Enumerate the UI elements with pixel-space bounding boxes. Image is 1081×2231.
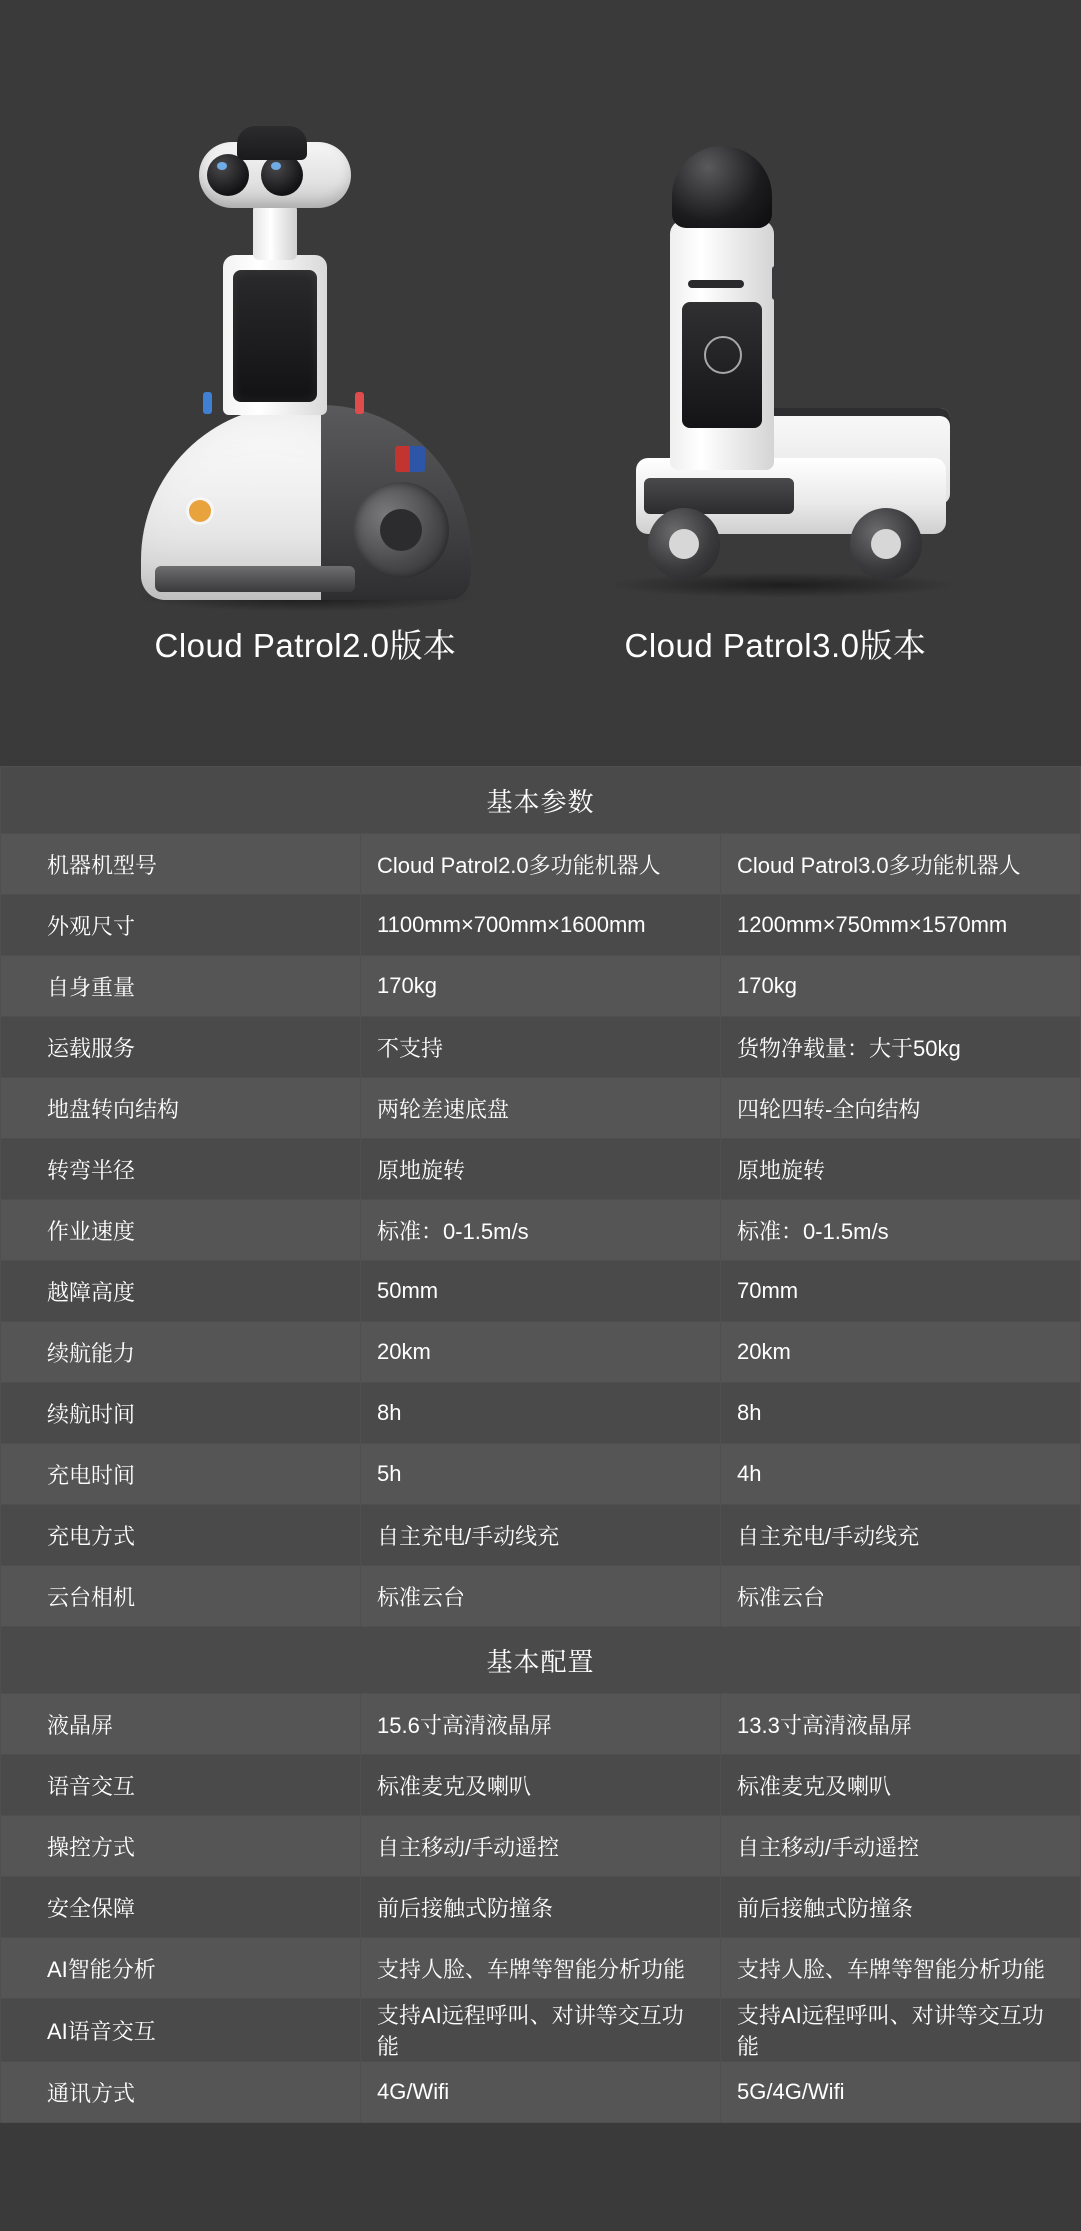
row-label: 自身重量 <box>1 956 361 1017</box>
robot-3-wheel-front <box>648 508 720 580</box>
row-value-v2: 支持人脸、车牌等智能分析功能 <box>361 1938 721 1999</box>
row-label: 续航时间 <box>1 1383 361 1444</box>
table-row <box>1 1017 1081 1078</box>
section-title-basic-parameters: 基本参数 <box>1 767 1081 834</box>
robot-3-illustration <box>541 40 1011 600</box>
row-value-v3: 标准：0-1.5m/s <box>721 1200 1081 1261</box>
row-label: 安全保障 <box>1 1877 361 1938</box>
row-label: 语音交互 <box>1 1755 361 1816</box>
section-header-basic-configuration <box>1 1627 1081 1694</box>
row-label: 通讯方式 <box>1 2062 361 2123</box>
table-row <box>1 1816 1081 1877</box>
robot-3-shadow <box>606 572 958 598</box>
table-row <box>1 1755 1081 1816</box>
robot-2-wheel <box>353 482 449 578</box>
row-value-v2: 支持AI远程呼叫、对讲等交互功能 <box>361 1999 721 2062</box>
row-value-v2: 8h <box>361 1383 721 1444</box>
robot-3-chassis-dark-panel <box>644 478 794 514</box>
row-label: 液晶屏 <box>1 1694 361 1755</box>
row-label: 转弯半径 <box>1 1139 361 1200</box>
row-value-v2: 两轮差速底盘 <box>361 1078 721 1139</box>
row-value-v2: 不支持 <box>361 1017 721 1078</box>
row-value-v3: 原地旋转 <box>721 1139 1081 1200</box>
row-value-v3: 自主充电/手动线充 <box>721 1505 1081 1566</box>
robot-2-display-screen <box>233 270 317 402</box>
row-value-v3: 5G/4G/Wifi <box>721 2062 1081 2123</box>
row-label: 操控方式 <box>1 1816 361 1877</box>
row-value-v3: 标准云台 <box>721 1566 1081 1627</box>
row-value-v3: 8h <box>721 1383 1081 1444</box>
caption-cloud-patrol-3: Cloud Patrol3.0版本 <box>624 627 927 664</box>
table-row <box>1 2062 1081 2123</box>
row-value-v3: 四轮四转-全向结构 <box>721 1078 1081 1139</box>
row-value-v3: 自主移动/手动遥控 <box>721 1816 1081 1877</box>
row-value-v2: 自主充电/手动线充 <box>361 1505 721 1566</box>
row-value-v3: 支持人脸、车牌等智能分析功能 <box>721 1938 1081 1999</box>
row-label: 外观尺寸 <box>1 895 361 956</box>
table-row <box>1 1999 1081 2062</box>
row-label: 越障高度 <box>1 1261 361 1322</box>
table-row <box>1 956 1081 1017</box>
row-value-v3: Cloud Patrol3.0多功能机器人 <box>721 834 1081 895</box>
row-value-v3: 1200mm×750mm×1570mm <box>721 895 1081 956</box>
caption-cloud-patrol-2: Cloud Patrol2.0版本 <box>154 627 457 664</box>
robot-2-color-accent <box>395 446 425 472</box>
table-row <box>1 1566 1081 1627</box>
robot-3-wheel-rear <box>850 508 922 580</box>
row-value-v2: 15.6寸高清液晶屏 <box>361 1694 721 1755</box>
row-label: AI智能分析 <box>1 1938 361 1999</box>
row-value-v3: 20km <box>721 1322 1081 1383</box>
row-label: 运载服务 <box>1 1017 361 1078</box>
robot-2-red-accent <box>355 392 364 414</box>
row-value-v3: 标准麦克及喇叭 <box>721 1755 1081 1816</box>
product-image-cloud-patrol-3 <box>541 40 1011 660</box>
robot-3-ptz-dome-camera-icon <box>672 146 772 228</box>
row-label: 地盘转向结构 <box>1 1078 361 1139</box>
table-row <box>1 1938 1081 1999</box>
row-value-v2: Cloud Patrol2.0多功能机器人 <box>361 834 721 895</box>
hero-section <box>0 0 1081 766</box>
row-value-v2: 5h <box>361 1444 721 1505</box>
row-value-v2: 前后接触式防撞条 <box>361 1877 721 1938</box>
section-header-basic-parameters <box>1 767 1081 834</box>
robot-2-blue-accent <box>203 392 212 414</box>
table-row <box>1 1261 1081 1322</box>
table-row <box>1 1139 1081 1200</box>
row-label: 云台相机 <box>1 1566 361 1627</box>
row-value-v3: 4h <box>721 1444 1081 1505</box>
robot-2-mast <box>253 204 297 260</box>
table-row <box>1 895 1081 956</box>
robot-2-camera-left-icon <box>207 154 249 196</box>
row-value-v3: 前后接触式防撞条 <box>721 1877 1081 1938</box>
row-value-v2: 4G/Wifi <box>361 2062 721 2123</box>
robot-3-brand-logo-icon <box>704 336 742 374</box>
row-label: 作业速度 <box>1 1200 361 1261</box>
row-value-v2: 标准麦克及喇叭 <box>361 1755 721 1816</box>
table-row <box>1 1505 1081 1566</box>
robot-2-brand-logo-icon <box>189 500 211 522</box>
row-value-v2: 1100mm×700mm×1600mm <box>361 895 721 956</box>
row-value-v3: 70mm <box>721 1261 1081 1322</box>
row-label: AI语音交互 <box>1 1999 361 2062</box>
row-label: 充电时间 <box>1 1444 361 1505</box>
robot-2-chassis <box>141 405 471 600</box>
row-value-v3: 支持AI远程呼叫、对讲等交互功能 <box>721 1999 1081 2062</box>
row-value-v3: 13.3寸高清液晶屏 <box>721 1694 1081 1755</box>
table-row <box>1 1444 1081 1505</box>
robot-3-side-vent <box>772 266 786 300</box>
table-row <box>1 1322 1081 1383</box>
row-value-v2: 标准：0-1.5m/s <box>361 1200 721 1261</box>
row-label: 续航能力 <box>1 1322 361 1383</box>
robot-3-figure <box>596 40 956 600</box>
table-row <box>1 1200 1081 1261</box>
row-value-v2: 170kg <box>361 956 721 1017</box>
row-value-v3: 货物净载量：大于50kg <box>721 1017 1081 1078</box>
row-label: 充电方式 <box>1 1505 361 1566</box>
robot-2-ptz-camera-icon <box>237 126 307 160</box>
row-value-v2: 标准云台 <box>361 1566 721 1627</box>
robot-2-bumper-strip <box>155 566 355 592</box>
row-value-v2: 原地旋转 <box>361 1139 721 1200</box>
robot-2-figure <box>141 60 471 600</box>
robot-2-camera-right-icon <box>261 154 303 196</box>
table-row <box>1 1383 1081 1444</box>
section-title-basic-configuration: 基本配置 <box>1 1627 1081 1694</box>
row-value-v3: 170kg <box>721 956 1081 1017</box>
robot-3-speaker-vent <box>688 280 744 288</box>
table-row <box>1 1694 1081 1755</box>
row-value-v2: 自主移动/手动遥控 <box>361 1816 721 1877</box>
table-row <box>1 1877 1081 1938</box>
row-value-v2: 20km <box>361 1322 721 1383</box>
table-row <box>1 834 1081 895</box>
specification-table <box>0 766 1081 2123</box>
product-images <box>0 0 1081 660</box>
row-label: 机器机型号 <box>1 834 361 895</box>
robot-2-illustration <box>71 40 541 600</box>
product-image-cloud-patrol-2 <box>71 40 541 660</box>
row-value-v2: 50mm <box>361 1261 721 1322</box>
table-row <box>1 1078 1081 1139</box>
